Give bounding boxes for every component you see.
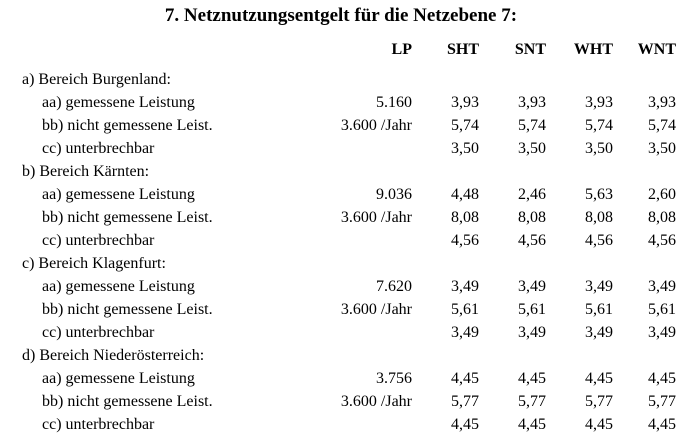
cell-snt: 4,45 — [518, 416, 546, 433]
cell-sht: 5,61 — [451, 301, 479, 318]
cell-wnt: 4,45 — [648, 416, 676, 433]
cell-wht: 5,61 — [585, 301, 613, 318]
cell-snt: 5,77 — [518, 393, 546, 410]
table-row — [0, 137, 682, 160]
cell-wnt: 5,61 — [648, 301, 676, 318]
cell-wht: 4,45 — [585, 416, 613, 433]
row-label: aa) gemessene Leistung — [42, 370, 195, 387]
table-row — [0, 114, 682, 137]
cell-wnt: 4,45 — [648, 370, 676, 387]
cell-snt: 4,45 — [518, 370, 546, 387]
cell-wnt: 5,74 — [648, 117, 676, 134]
section-row — [0, 68, 682, 91]
cell-wnt: 3,49 — [648, 324, 676, 341]
cell-snt: 5,61 — [518, 301, 546, 318]
column-header-wht: WHT — [573, 41, 613, 58]
cell-snt: 5,74 — [518, 117, 546, 134]
cell-sht: 5,74 — [451, 117, 479, 134]
cell-lp: 3.600 /Jahr — [340, 301, 412, 318]
row-label: cc) unterbrechbar — [42, 416, 155, 433]
section-label: c) Bereich Klagenfurt: — [22, 255, 166, 272]
row-label: bb) nicht gemessene Leist. — [42, 117, 213, 134]
cell-snt: 4,56 — [518, 232, 546, 249]
cell-wht: 3,49 — [585, 278, 613, 295]
cell-wht: 3,93 — [585, 94, 613, 111]
section-row — [0, 344, 682, 367]
cell-sht: 4,45 — [451, 416, 479, 433]
cell-wnt: 8,08 — [648, 209, 676, 226]
row-label: cc) unterbrechbar — [42, 232, 155, 249]
row-label: aa) gemessene Leistung — [42, 94, 195, 111]
table-row — [0, 91, 682, 114]
cell-snt: 3,50 — [518, 140, 546, 157]
cell-sht: 8,08 — [451, 209, 479, 226]
section-label: a) Bereich Burgenland: — [22, 71, 171, 88]
cell-lp: 7.620 — [376, 278, 412, 295]
cell-lp: 5.160 — [376, 94, 412, 111]
cell-wnt: 3,93 — [648, 94, 676, 111]
column-header-lp: LP — [391, 41, 412, 58]
cell-sht: 4,45 — [451, 370, 479, 387]
table-row — [0, 321, 682, 344]
table-row — [0, 390, 682, 413]
cell-wht: 3,50 — [585, 140, 613, 157]
cell-wnt: 3,49 — [648, 278, 676, 295]
cell-sht: 4,56 — [451, 232, 479, 249]
cell-wht: 4,56 — [585, 232, 613, 249]
document-title: 7. Netznutzungsentgelt für die Netzebene 7: — [164, 5, 518, 26]
table-row — [0, 275, 682, 298]
cell-wht: 5,77 — [585, 393, 613, 410]
cell-lp: 9.036 — [376, 186, 412, 203]
cell-lp: 3.600 /Jahr — [340, 117, 412, 134]
row-label: cc) unterbrechbar — [42, 140, 155, 157]
section-label: d) Bereich Niederösterreich: — [22, 347, 205, 364]
table-row — [0, 367, 682, 390]
column-header-sht: SHT — [446, 41, 479, 58]
table-row — [0, 229, 682, 252]
section-row — [0, 252, 682, 275]
row-label: aa) gemessene Leistung — [42, 186, 195, 203]
column-header-wnt: WNT — [637, 41, 676, 58]
row-label: bb) nicht gemessene Leist. — [42, 393, 213, 410]
cell-sht: 3,49 — [451, 278, 479, 295]
cell-wht: 3,49 — [585, 324, 613, 341]
section-row — [0, 160, 682, 183]
cell-wht: 5,74 — [585, 117, 613, 134]
section-label: b) Bereich Kärnten: — [22, 163, 150, 180]
cell-sht: 3,49 — [451, 324, 479, 341]
row-label: aa) gemessene Leistung — [42, 278, 195, 295]
cell-snt: 8,08 — [518, 209, 546, 226]
cell-wnt: 5,77 — [648, 393, 676, 410]
cell-wnt: 4,56 — [648, 232, 676, 249]
cell-snt: 3,49 — [518, 324, 546, 341]
cell-sht: 3,50 — [451, 140, 479, 157]
cell-snt: 3,49 — [518, 278, 546, 295]
cell-lp: 3.756 — [376, 370, 412, 387]
cell-lp: 3.600 /Jahr — [340, 209, 412, 226]
cell-sht: 4,48 — [451, 186, 479, 203]
cell-sht: 5,77 — [451, 393, 479, 410]
table-row — [0, 413, 682, 436]
cell-wht: 4,45 — [585, 370, 613, 387]
cell-snt: 2,46 — [518, 186, 546, 203]
row-label: cc) unterbrechbar — [42, 324, 155, 341]
table-row — [0, 298, 682, 321]
cell-wnt: 2,60 — [648, 186, 676, 203]
row-label: bb) nicht gemessene Leist. — [42, 209, 213, 226]
cell-snt: 3,93 — [518, 94, 546, 111]
column-header-snt: SNT — [514, 41, 546, 58]
cell-sht: 3,93 — [451, 94, 479, 111]
row-label: bb) nicht gemessene Leist. — [42, 301, 213, 318]
cell-lp: 3.600 /Jahr — [340, 393, 412, 410]
cell-wht: 8,08 — [585, 209, 613, 226]
table-row — [0, 183, 682, 206]
table-row — [0, 206, 682, 229]
cell-wht: 5,63 — [585, 186, 613, 203]
cell-wnt: 3,50 — [648, 140, 676, 157]
